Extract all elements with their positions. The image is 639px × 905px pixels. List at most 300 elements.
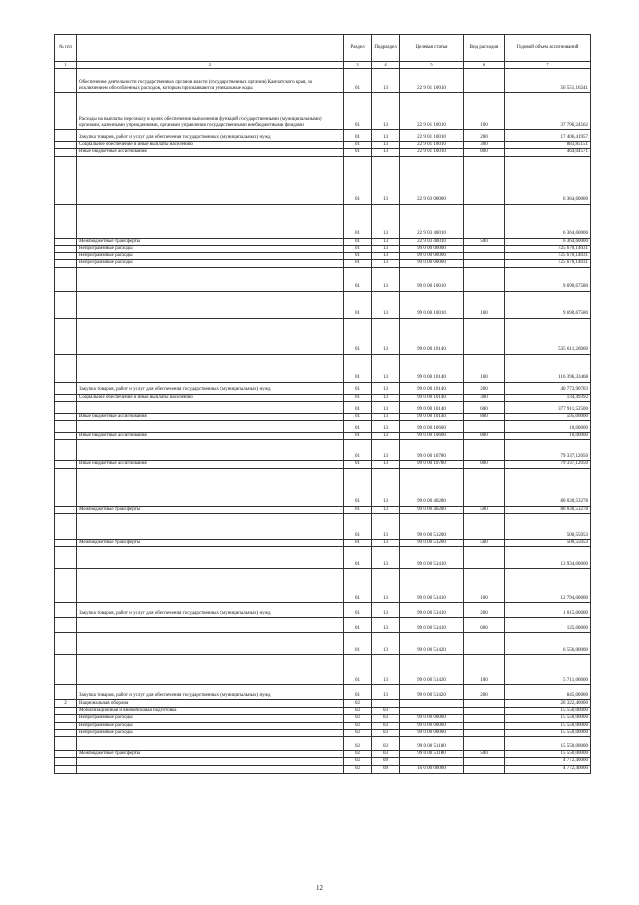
table-row (55, 700, 591, 708)
cell-target: 22 9 01 10010 (400, 149, 464, 156)
table-row (55, 603, 591, 618)
cell-kind: 200 (464, 685, 505, 700)
cell-num (55, 506, 77, 513)
cell-name: Иные бюджетные ассигнования (77, 149, 344, 156)
cell-num (55, 238, 77, 245)
cell-amount: 80 030,53278 (505, 506, 591, 513)
cell-target (400, 708, 464, 715)
cell-num (55, 708, 77, 715)
cell-name (77, 421, 344, 433)
cell-num (55, 394, 77, 401)
cell-kind: 800 (464, 461, 505, 468)
cell-amount: 134,49392 (505, 394, 591, 401)
cell-name: Межбюджетные трансферты (77, 506, 344, 513)
cell-name: Национальная оборона (77, 700, 344, 708)
cell-target: 22 9 03 00000 (400, 156, 464, 204)
table-row (55, 291, 591, 318)
cell-num (55, 685, 77, 700)
cell-kind (464, 318, 505, 354)
cell-section: 01 (344, 539, 372, 546)
cell-section: 01 (344, 260, 372, 267)
cell-section: 01 (344, 618, 372, 633)
cell-amount: 4 772,40000 (505, 765, 591, 773)
cell-section: 01 (344, 633, 372, 655)
cell-num (55, 758, 77, 765)
cell-num (55, 655, 77, 685)
cell-target: 99 0 00 10780 (400, 461, 464, 468)
cell-kind: 800 (464, 149, 505, 156)
cell-section: 01 (344, 245, 372, 252)
cell-section: 01 (344, 685, 372, 700)
cell-num (55, 204, 77, 238)
cell-subsection: 13 (372, 513, 400, 539)
table-row (55, 267, 591, 291)
cell-kind: 200 (464, 603, 505, 618)
table-row (55, 93, 591, 130)
cell-amount: 500,55053 (505, 513, 591, 539)
cell-name (77, 468, 344, 506)
cell-num (55, 633, 77, 655)
column-number: 4 (372, 62, 400, 69)
cell-target: 99 0 00 40280 (400, 506, 464, 513)
header-kind: Вид расходов (464, 35, 505, 62)
table-row (55, 69, 591, 93)
cell-kind: 600 (464, 618, 505, 633)
cell-section: 01 (344, 401, 372, 413)
cell-section: 01 (344, 318, 372, 354)
cell-subsection: 13 (372, 401, 400, 413)
cell-target: 99 0 00 00000 (400, 729, 464, 736)
cell-name (77, 758, 344, 765)
cell-name: Обеспечение деятельности государственных органов власти (государственных органов) Камчатского края, за исключением обособленных расходов, которым присваиваются уникальные коды (77, 69, 344, 93)
table-body (55, 69, 591, 774)
cell-name: Социальное обеспечение и иные выплаты населению (77, 394, 344, 401)
cell-section: 02 (344, 722, 372, 729)
cell-section: 02 (344, 758, 372, 765)
table-row (55, 468, 591, 506)
cell-kind: 600 (464, 401, 505, 413)
cell-kind: 500 (464, 539, 505, 546)
document-page (54, 34, 590, 774)
table-row (55, 238, 591, 245)
cell-kind (464, 260, 505, 267)
table-row (55, 382, 591, 394)
cell-name: Межбюджетные трансферты (77, 539, 344, 546)
cell-subsection: 13 (372, 421, 400, 433)
header-row (55, 35, 591, 62)
cell-section: 01 (344, 440, 372, 461)
cell-target: 99 0 00 10140 (400, 394, 464, 401)
cell-kind: 200 (464, 130, 505, 142)
cell-num (55, 413, 77, 420)
cell-target: 22 9 03 40010 (400, 238, 464, 245)
cell-name: Непрограммные расходы (77, 245, 344, 252)
cell-name: Непрограммные расходы (77, 260, 344, 267)
cell-target: 99 0 00 51180 (400, 737, 464, 751)
table-row (55, 618, 591, 633)
cell-num (55, 253, 77, 260)
table-row (55, 394, 591, 401)
cell-amount: 6 556,00000 (505, 633, 591, 655)
cell-kind (464, 245, 505, 252)
cell-subsection: 13 (372, 633, 400, 655)
header-name (77, 35, 344, 62)
cell-subsection: 13 (372, 382, 400, 394)
cell-amount: 4 772,40000 (505, 758, 591, 765)
cell-kind (464, 708, 505, 715)
cell-num (55, 539, 77, 546)
cell-section: 01 (344, 569, 372, 603)
table-row (55, 204, 591, 238)
cell-name (77, 291, 344, 318)
cell-num (55, 382, 77, 394)
cell-kind (464, 737, 505, 751)
cell-subsection: 13 (372, 461, 400, 468)
cell-name: Мобилизационная и вневойсковая подготовка (77, 708, 344, 715)
cell-name (77, 633, 344, 655)
cell-num (55, 722, 77, 729)
cell-kind: 800 (464, 433, 505, 440)
header-target: Целевая статья (400, 35, 464, 62)
cell-kind: 100 (464, 655, 505, 685)
cell-target: 99 0 00 10140 (400, 354, 464, 382)
cell-num (55, 260, 77, 267)
table-row (55, 142, 591, 149)
cell-kind (464, 421, 505, 433)
cell-section: 01 (344, 267, 372, 291)
cell-subsection: 13 (372, 440, 400, 461)
cell-amount: 12 794,00000 (505, 569, 591, 603)
cell-num (55, 440, 77, 461)
cell-amount: 15 550,00000 (505, 737, 591, 751)
cell-target: 22 9 01 10010 (400, 142, 464, 149)
cell-num (55, 433, 77, 440)
cell-section: 01 (344, 547, 372, 569)
cell-target: 99 0 00 10140 (400, 413, 464, 420)
cell-num (55, 569, 77, 603)
cell-num (55, 69, 77, 93)
cell-subsection: 13 (372, 149, 400, 156)
cell-num (55, 401, 77, 413)
cell-section: 01 (344, 413, 372, 420)
cell-section: 02 (344, 751, 372, 758)
cell-name (77, 354, 344, 382)
budget-table (54, 34, 591, 774)
cell-name: Закупка товаров, работ и услуг для обеспечения государственных (муниципальных) нужд (77, 685, 344, 700)
cell-subsection: 13 (372, 142, 400, 149)
cell-section: 01 (344, 149, 372, 156)
cell-kind: 100 (464, 569, 505, 603)
cell-section: 01 (344, 468, 372, 506)
table-row (55, 245, 591, 252)
cell-target: 99 0 00 51410 (400, 547, 464, 569)
table-row (55, 569, 591, 603)
cell-name: Иные бюджетные ассигнования (77, 413, 344, 420)
cell-section: 01 (344, 394, 372, 401)
cell-amount: 10,00000 (505, 421, 591, 433)
cell-section: 01 (344, 156, 372, 204)
cell-kind (464, 547, 505, 569)
cell-kind (464, 715, 505, 722)
cell-amount: 79 337,12050 (505, 461, 591, 468)
table-row (55, 421, 591, 433)
cell-amount: 6 364,60000 (505, 204, 591, 238)
cell-name: Межбюджетные трансферты (77, 751, 344, 758)
cell-subsection: 13 (372, 413, 400, 420)
table-row (55, 156, 591, 204)
cell-num (55, 461, 77, 468)
cell-kind (464, 633, 505, 655)
cell-section: 01 (344, 238, 372, 245)
cell-section: 02 (344, 729, 372, 736)
cell-name: Закупка товаров, работ и услуг для обеспечения государственных (муниципальных) нужд (77, 603, 344, 618)
cell-target: 99 0 00 51410 (400, 569, 464, 603)
cell-subsection: 13 (372, 69, 400, 93)
cell-amount: 535 611,26060 (505, 318, 591, 354)
cell-subsection: 13 (372, 267, 400, 291)
cell-name: Иные бюджетные ассигнования (77, 433, 344, 440)
column-number: 2 (77, 62, 344, 69)
cell-kind: 300 (464, 394, 505, 401)
table-row (55, 461, 591, 468)
cell-name (77, 655, 344, 685)
cell-subsection: 13 (372, 253, 400, 260)
cell-name (77, 440, 344, 461)
cell-name: Непрограммные расходы (77, 715, 344, 722)
cell-kind (464, 267, 505, 291)
cell-target: 99 0 00 00000 (400, 715, 464, 722)
cell-section: 01 (344, 513, 372, 539)
cell-amount: 5 711,00000 (505, 655, 591, 685)
cell-num (55, 513, 77, 539)
cell-amount: 6 364,60000 (505, 156, 591, 204)
table-row (55, 253, 591, 260)
cell-kind (464, 440, 505, 461)
cell-amount: 79 337,12050 (505, 440, 591, 461)
cell-amount: 15 550,00000 (505, 722, 591, 729)
cell-kind: 200 (464, 382, 505, 394)
table-row (55, 260, 591, 267)
cell-kind: 500 (464, 506, 505, 513)
table-row (55, 729, 591, 736)
cell-section: 01 (344, 655, 372, 685)
cell-section: 01 (344, 421, 372, 433)
cell-name: Межбюджетные трансферты (77, 238, 344, 245)
table-row (55, 737, 591, 751)
cell-section: 01 (344, 354, 372, 382)
cell-kind (464, 513, 505, 539)
cell-name: Закупка товаров, работ и услуг для обеспечения государственных (муниципальных) нужд (77, 382, 344, 394)
cell-section: 01 (344, 142, 372, 149)
table-row (55, 130, 591, 142)
cell-kind (464, 729, 505, 736)
header-section: Раздел (344, 35, 372, 62)
cell-kind (464, 722, 505, 729)
cell-name: Иные бюджетные ассигнования (77, 461, 344, 468)
table-row (55, 401, 591, 413)
cell-amount: 377 911,52500 (505, 401, 591, 413)
cell-amount: 15 550,00000 (505, 708, 591, 715)
table-row (55, 318, 591, 354)
header-subsection: Подраздел (372, 35, 400, 62)
cell-section: 02 (344, 737, 372, 751)
cell-subsection: 13 (372, 547, 400, 569)
cell-amount: 6 364,60000 (505, 238, 591, 245)
cell-amount: 13 934,00000 (505, 547, 591, 569)
cell-subsection: 13 (372, 603, 400, 618)
cell-name: Расходы на выплаты персоналу в целях обеспечения выполнения функций государственными (муниципальными) органами, казенными учреждениями, органами управления государственными внебюджетными фондами (77, 93, 344, 130)
cell-section: 01 (344, 603, 372, 618)
cell-amount: 80 030,53278 (505, 468, 591, 506)
cell-num (55, 765, 77, 773)
column-number: 7 (505, 62, 591, 69)
cell-target: 99 0 00 51200 (400, 539, 464, 546)
cell-target: 22 9 01 10010 (400, 93, 464, 130)
table-row (55, 413, 591, 420)
cell-subsection: 13 (372, 655, 400, 685)
cell-name (77, 318, 344, 354)
cell-name: Закупка товаров, работ и услуг для обеспечения государственных (муниципальных) нужд (77, 130, 344, 142)
cell-name (77, 737, 344, 751)
cell-subsection: 13 (372, 685, 400, 700)
table-row (55, 547, 591, 569)
cell-num (55, 291, 77, 318)
cell-target: 99 0 00 10600 (400, 421, 464, 433)
cell-target: 99 0 00 10600 (400, 433, 464, 440)
cell-amount: 1 015,00000 (505, 603, 591, 618)
cell-amount: 725 670,14031 (505, 245, 591, 252)
cell-section: 02 (344, 708, 372, 715)
cell-num (55, 156, 77, 204)
cell-subsection: 09 (372, 765, 400, 773)
cell-target: 22 9 01 10010 (400, 130, 464, 142)
cell-kind (464, 204, 505, 238)
cell-kind: 100 (464, 354, 505, 382)
cell-subsection: 03 (372, 708, 400, 715)
cell-kind: 100 (464, 93, 505, 130)
cell-kind (464, 758, 505, 765)
table-row (55, 715, 591, 722)
cell-kind (464, 765, 505, 773)
table-row (55, 539, 591, 546)
cell-name (77, 204, 344, 238)
cell-kind (464, 69, 505, 93)
cell-section: 01 (344, 506, 372, 513)
column-number-row (55, 62, 591, 69)
cell-target: 99 0 00 51410 (400, 603, 464, 618)
table-row (55, 751, 591, 758)
cell-section: 02 (344, 700, 372, 708)
cell-target: 99 0 00 00000 (400, 260, 464, 267)
cell-num (55, 618, 77, 633)
cell-target: 99 0 00 00000 (400, 245, 464, 252)
cell-amount: 845,00000 (505, 685, 591, 700)
cell-target: 22 9 01 10010 (400, 69, 464, 93)
cell-subsection: 13 (372, 156, 400, 204)
cell-target: 99 0 00 10010 (400, 291, 464, 318)
cell-amount: 464,04571 (505, 149, 591, 156)
cell-name (77, 401, 344, 413)
cell-amount: 15 550,00000 (505, 751, 591, 758)
header-num: № п/п (55, 35, 77, 62)
cell-subsection: 13 (372, 394, 400, 401)
cell-target: 99 0 00 51420 (400, 685, 464, 700)
cell-amount: 37 796,24562 (505, 93, 591, 130)
cell-num (55, 149, 77, 156)
table-row (55, 765, 591, 773)
cell-amount: 15 550,00000 (505, 729, 591, 736)
cell-subsection: 13 (372, 238, 400, 245)
cell-amount: 500,55053 (505, 539, 591, 546)
table-row (55, 633, 591, 655)
cell-kind (464, 253, 505, 260)
cell-section: 01 (344, 253, 372, 260)
cell-target: 99 0 00 00000 (400, 253, 464, 260)
cell-amount: 125,00000 (505, 618, 591, 633)
cell-section: 02 (344, 765, 372, 773)
cell-amount: 725 670,14031 (505, 253, 591, 260)
cell-target (400, 758, 464, 765)
cell-subsection: 13 (372, 506, 400, 513)
cell-name (77, 765, 344, 773)
table-row (55, 354, 591, 382)
cell-kind: 500 (464, 238, 505, 245)
cell-subsection: 13 (372, 245, 400, 252)
cell-num (55, 603, 77, 618)
cell-name: Социальное обеспечение и иные выплаты населению (77, 142, 344, 149)
table-row (55, 722, 591, 729)
table-row (55, 758, 591, 765)
cell-amount: 883,85151 (505, 142, 591, 149)
cell-name: Непрограммные расходы (77, 253, 344, 260)
cell-name (77, 569, 344, 603)
cell-target: 99 0 00 10010 (400, 267, 464, 291)
cell-num (55, 267, 77, 291)
table-row (55, 506, 591, 513)
cell-amount: 116 396,33468 (505, 354, 591, 382)
cell-subsection: 13 (372, 468, 400, 506)
cell-name: Непрограммные расходы (77, 729, 344, 736)
cell-num: 2 (55, 700, 77, 708)
column-number: 1 (55, 62, 77, 69)
cell-num (55, 547, 77, 569)
cell-num (55, 737, 77, 751)
cell-subsection: 03 (372, 751, 400, 758)
cell-target: 99 0 00 40280 (400, 468, 464, 506)
cell-section: 01 (344, 130, 372, 142)
cell-name (77, 547, 344, 569)
cell-section: 02 (344, 715, 372, 722)
cell-subsection: 13 (372, 93, 400, 130)
cell-kind: 100 (464, 291, 505, 318)
cell-subsection: 13 (372, 204, 400, 238)
column-number: 5 (400, 62, 464, 69)
cell-amount: 595,00000 (505, 413, 591, 420)
header-amount: Годовой объем ассигнований (505, 35, 591, 62)
cell-target: 99 0 00 51180 (400, 751, 464, 758)
cell-kind: 300 (464, 142, 505, 149)
cell-amount: 20 322,40000 (505, 700, 591, 708)
cell-target: 99 0 00 10140 (400, 382, 464, 394)
page-number: 12 (316, 884, 323, 892)
cell-subsection: 09 (372, 758, 400, 765)
cell-subsection: 13 (372, 539, 400, 546)
cell-num (55, 245, 77, 252)
cell-num (55, 318, 77, 354)
cell-subsection (372, 700, 400, 708)
cell-target: 99 0 00 10780 (400, 440, 464, 461)
cell-num (55, 715, 77, 722)
